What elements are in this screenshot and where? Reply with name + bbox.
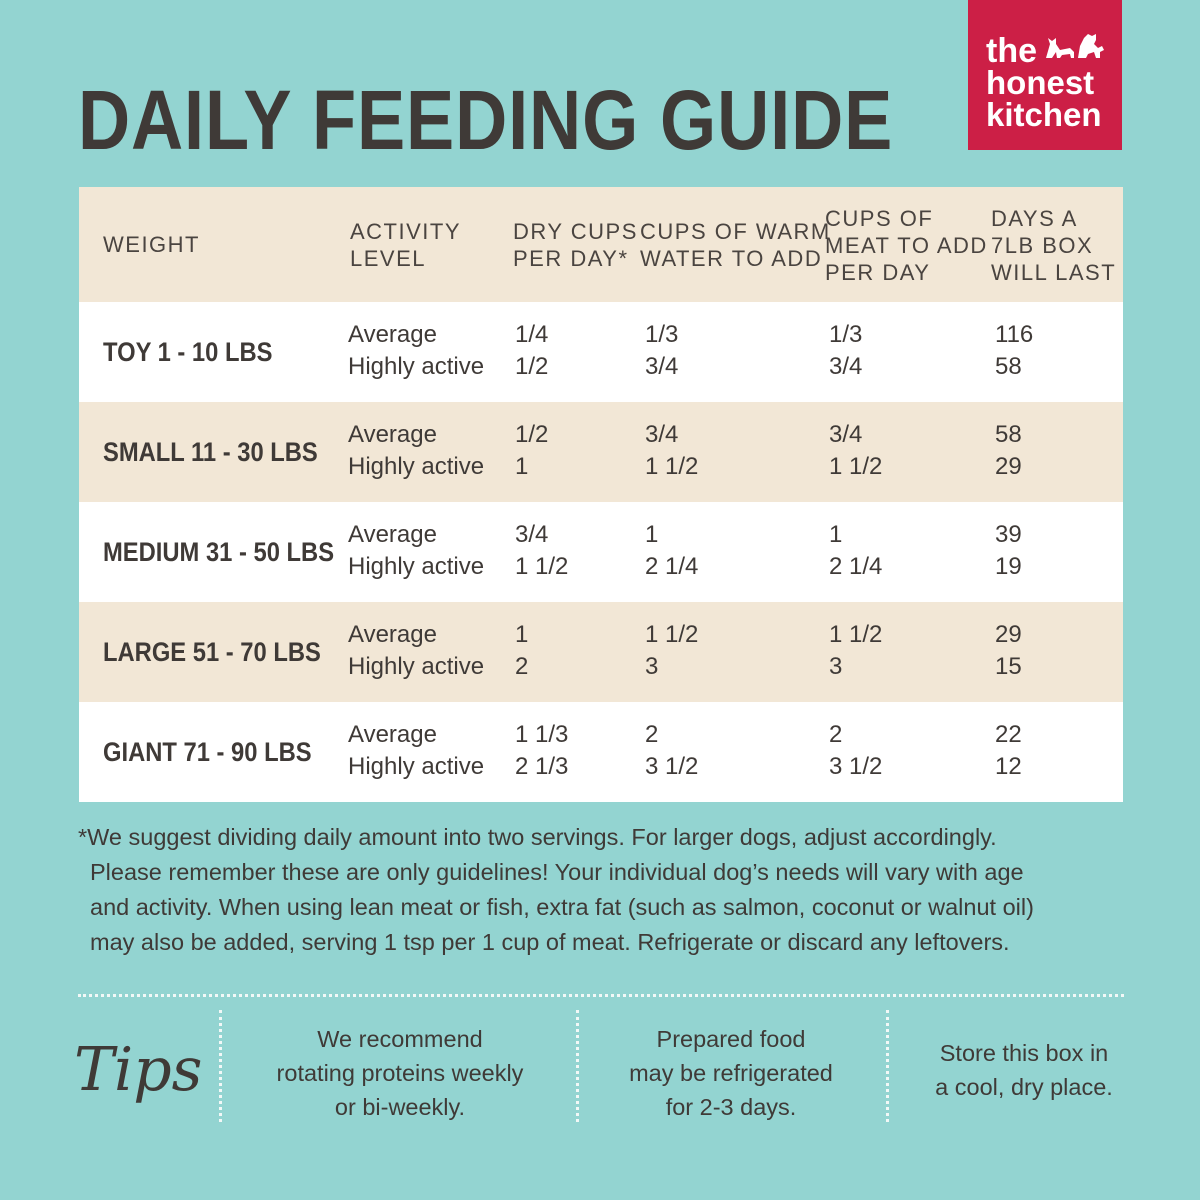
footnote-line: may also be added, serving 1 tsp per 1 cup of meat. Refrigerate or discard any leftovers. [90, 929, 1010, 955]
feeding-table [79, 187, 1123, 802]
dry-cups-cell: 1/4 1/2 [515, 321, 549, 380]
footnote-line: and activity. When using lean meat or fish, extra fat (such as salmon, coconut or walnut oil) [90, 894, 1034, 920]
activity-cell: Average Highly active [348, 721, 485, 780]
dotted-divider [886, 1010, 889, 1122]
weight-label: LARGE 51 - 70 LBS [103, 637, 321, 667]
header-water: CUPS OF WARM WATER TO ADD [640, 219, 831, 271]
logo-text-honest: honest [986, 64, 1095, 101]
dotted-divider [78, 994, 1124, 997]
meat-cell: 3/4 1 1/2 [829, 421, 883, 480]
meat-cell: 1 2 1/4 [829, 521, 883, 580]
table-header [79, 187, 1123, 302]
weight-label: GIANT 71 - 90 LBS [103, 737, 312, 767]
tip-storage: Store this box in a cool, dry place. [935, 1040, 1113, 1100]
dry-cups-cell: 1/2 1 [515, 421, 549, 480]
logo-text-the: the [986, 32, 1037, 70]
tips-heading: Tips [74, 1035, 203, 1105]
weight-label: MEDIUM 31 - 50 LBS [103, 537, 335, 567]
footnote-line: Please remember these are only guidelines! Your individual dog’s needs will vary with age [90, 859, 1024, 885]
meat-cell: 2 3 1/2 [829, 721, 883, 780]
header-days: DAYS A 7LB BOX WILL LAST [991, 206, 1117, 285]
activity-cell: Average Highly active [348, 321, 485, 380]
days-cell: 58 29 [995, 421, 1022, 480]
dry-cups-cell: 3/4 1 1/2 [515, 521, 569, 580]
weight-label: TOY 1 - 10 LBS [103, 337, 273, 367]
dry-cups-cell: 1 1/3 2 1/3 [515, 721, 569, 780]
meat-cell: 1 1/2 3 [829, 621, 883, 680]
table-row [79, 502, 1123, 602]
header-weight: WEIGHT [103, 232, 200, 257]
water-cell: 1 2 1/4 [645, 521, 699, 580]
dry-cups-cell: 1 2 [515, 621, 529, 680]
activity-cell: Average Highly active [348, 521, 485, 580]
tip-refrigerate: Prepared food may be refrigerated for 2-3 days. [629, 1026, 833, 1120]
water-cell: 2 3 1/2 [645, 721, 699, 780]
table-row [79, 402, 1123, 502]
logo-text-kitchen: kitchen [986, 96, 1102, 133]
page-title: DAILY FEEDING GUIDE [78, 73, 894, 167]
days-cell: 116 58 [995, 321, 1034, 380]
table-row [79, 302, 1123, 402]
days-cell: 39 19 [995, 521, 1022, 580]
water-cell: 1/3 3/4 [645, 321, 679, 380]
footnote-line: *We suggest dividing daily amount into two servings. For larger dogs, adjust accordingly. [78, 824, 997, 850]
header-activity: ACTIVITY LEVEL [350, 219, 462, 271]
days-cell: 29 15 [995, 621, 1022, 680]
activity-cell: Average Highly active [348, 621, 485, 680]
tip-rotate-proteins: We recommend rotating proteins weekly or bi-weekly. [276, 1026, 524, 1120]
meat-cell: 1/3 3/4 [829, 321, 863, 380]
weight-label: SMALL 11 - 30 LBS [103, 437, 318, 467]
days-cell: 22 12 [995, 721, 1022, 780]
water-cell: 1 1/2 3 [645, 621, 699, 680]
activity-cell: Average Highly active [348, 421, 485, 480]
brand-logo [968, 0, 1122, 150]
header-dry-cups: DRY CUPS PER DAY* [513, 219, 638, 271]
dotted-divider [576, 1010, 579, 1122]
header-meat: CUPS OF MEAT TO ADD PER DAY [825, 206, 988, 285]
cat-dog-icon [1044, 30, 1106, 60]
table-row [79, 602, 1123, 702]
water-cell: 3/4 1 1/2 [645, 421, 699, 480]
table-row [79, 702, 1123, 802]
footnote [78, 820, 1138, 960]
dotted-divider [219, 1010, 222, 1122]
